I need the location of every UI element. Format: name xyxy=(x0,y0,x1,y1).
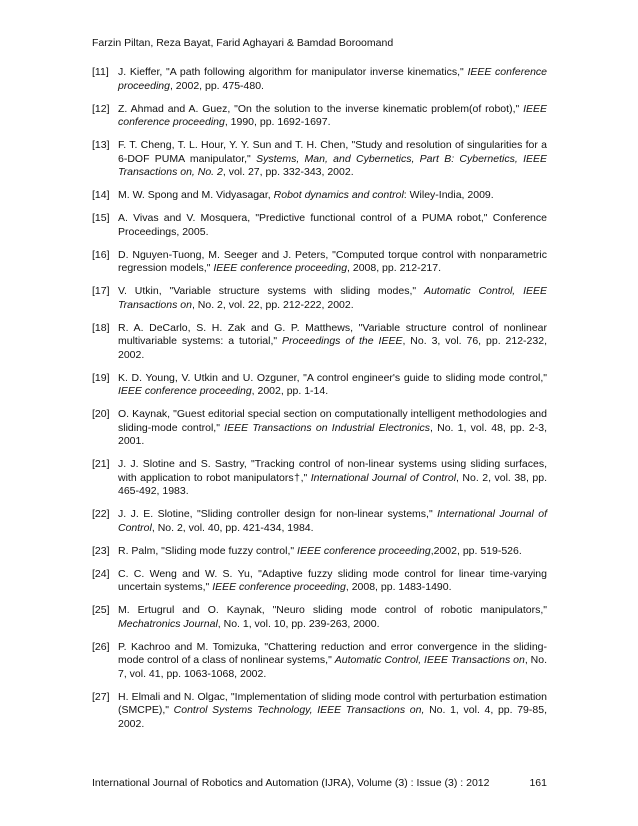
reference-number: [16] xyxy=(92,248,110,261)
reference-item xyxy=(92,545,547,559)
reference-venue: Mechatronics Journal xyxy=(118,617,218,630)
reference-item xyxy=(92,139,547,180)
reference-venue: Proceedings of the IEEE xyxy=(282,335,403,347)
reference-item xyxy=(92,458,547,499)
reference-text: M. Ertugrul and O. Kaynak, "Neuro sliding mode control of robotic manipulators," Mechatronics Journal, No. 1, vol. 10, pp. 239-263, 2000. xyxy=(118,604,547,630)
reference-text: O. Kaynak, "Guest editorial special section on computationally intelligent methodologies and sliding-mode control," IEEE Transactions on Industrial Electronics, No. 1, vol. 48, pp. 2-3, 2001. xyxy=(118,408,547,447)
running-header: Farzin Piltan, Reza Bayat, Farid Aghayari & Bamdad Boroomand xyxy=(92,37,394,49)
reference-number: [24] xyxy=(92,567,110,580)
reference-number: [13] xyxy=(92,139,110,151)
reference-venue: Automatic Control, IEEE Transactions on xyxy=(118,285,547,311)
reference-item xyxy=(92,604,547,631)
reference-venue: IEEE conference proceeding xyxy=(212,581,346,593)
reference-item xyxy=(92,103,547,130)
reference-venue: IEEE conference proceeding xyxy=(297,544,431,557)
reference-text: P. Kachroo and M. Tomizuka, "Chattering reduction and error convergence in the sliding-mode control of a class of nonlinear systems," Automatic Control, IEEE Transactions on, No. 7, vol. 41, pp. 1063-1068, 2002. xyxy=(118,640,547,680)
reference-venue: IEEE conference proceeding xyxy=(118,102,547,128)
reference-venue: IEEE Transactions on Industrial Electronics xyxy=(224,421,430,434)
page-number: 161 xyxy=(529,777,547,789)
reference-item xyxy=(92,322,547,363)
reference-number: [21] xyxy=(92,458,110,470)
reference-number: [19] xyxy=(92,371,110,384)
journal-citation: International Journal of Robotics and Automation (IJRA), Volume (3) : Issue (3) : 2012 xyxy=(92,777,490,789)
reference-text: R. A. DeCarlo, S. H. Zak and G. P. Matthews, "Variable structure control of nonlinear multivariable systems: a tutorial," Proceedings of the IEEE, No. 3, vol. 76, pp. 212-232, 2002. xyxy=(118,321,547,361)
reference-item xyxy=(92,66,547,93)
reference-text: J. Kieffer, "A path following algorithm for manipulator inverse kinematics," IEEE conference proceeding, 2002, pp. 475-480. xyxy=(118,66,548,92)
reference-number: [11] xyxy=(92,66,109,78)
reference-venue: Automatic Control, IEEE Transactions on xyxy=(334,654,525,666)
reference-venue: Robot dynamics and control xyxy=(273,189,404,201)
reference-number: [20] xyxy=(92,408,110,420)
reference-text: J. J. E. Slotine, "Sliding controller design for non-linear systems," International Journal of Control, No. 2, vol. 40, pp. 421-434, 1984. xyxy=(118,508,548,534)
reference-venue: International Journal of Control xyxy=(118,508,548,534)
reference-venue: Systems, Man, and Cybernetics, Part B: Cybernetics, IEEE Transactions on, No. 2 xyxy=(118,152,547,178)
reference-number: [22] xyxy=(92,508,110,520)
reference-text: R. Palm, "Sliding mode fuzzy control," IEEE conference proceeding,2002, pp. 519-526. xyxy=(118,544,522,557)
reference-item xyxy=(92,249,547,276)
reference-item xyxy=(92,641,547,682)
reference-number: [18] xyxy=(92,321,110,334)
reference-text: D. Nguyen-Tuong, M. Seeger and J. Peters, "Computed torque control with nonparametric regression models," IEEE conference proceeding, 2008, pp. 212-217. xyxy=(118,248,547,274)
reference-number: [17] xyxy=(92,285,110,297)
page-footer xyxy=(92,777,547,789)
reference-text: M. W. Spong and M. Vidyasagar, Robot dynamics and control: Wiley-India, 2009. xyxy=(118,189,494,201)
reference-text: H. Elmali and N. Olgac, "Implementation of sliding mode control with perturbation estimation (SMCPE)," Control Systems Technology, IEEE Transactions on, No. 1, vol. 4, pp. 79-85, 2002. xyxy=(118,690,547,730)
reference-venue: IEEE conference proceeding xyxy=(118,66,548,92)
reference-number: [23] xyxy=(92,544,110,557)
reference-venue: International Journal of Control xyxy=(310,471,457,484)
reference-number: [12] xyxy=(92,102,110,115)
reference-text: F. T. Cheng, T. L. Hour, Y. Y. Sun and T. H. Chen, "Study and resolution of singularities for a 6-DOF PUMA manipulator," Systems, Man, and Cybernetics, Part B: Cybernetics, IEEE Transactions on, No. 2, vol. 27, pp. 332-343, 2002. xyxy=(118,139,547,178)
reference-item xyxy=(92,691,547,732)
reference-item xyxy=(92,568,547,595)
reference-number: [14] xyxy=(92,189,110,201)
reference-list xyxy=(92,66,547,741)
reference-item xyxy=(92,508,547,535)
reference-text: Z. Ahmad and A. Guez, "On the solution to the inverse kinematic problem(of robot)," IEEE conference proceeding, 1990, pp. 1692-1697. xyxy=(118,102,547,128)
reference-item xyxy=(92,212,547,239)
reference-item xyxy=(92,189,547,203)
reference-number: [27] xyxy=(92,690,110,703)
reference-item xyxy=(92,372,547,399)
reference-number: [15] xyxy=(92,212,110,224)
reference-text: V. Utkin, "Variable structure systems with sliding modes," Automatic Control, IEEE Transactions on, No. 2, vol. 22, pp. 212-222, 2002. xyxy=(118,285,547,311)
reference-text: C. C. Weng and W. S. Yu, "Adaptive fuzzy sliding mode control for linear time-varying uncertain systems," IEEE conference proceeding, 2008, pp. 1483-1490. xyxy=(118,567,547,593)
reference-item xyxy=(92,408,547,449)
reference-number: [25] xyxy=(92,604,110,616)
reference-item xyxy=(92,285,547,312)
reference-text: A. Vivas and V. Mosquera, "Predictive functional control of a PUMA robot," Conference Proceedings, 2005. xyxy=(118,212,547,238)
reference-text: K. D. Young, V. Utkin and U. Ozguner, "A control engineer's guide to sliding mode control," IEEE conference proceeding, 2002, pp. 1-14. xyxy=(118,371,547,397)
reference-venue: Control Systems Technology, IEEE Transactions on, xyxy=(173,704,425,716)
reference-venue: IEEE conference proceeding xyxy=(213,262,348,274)
reference-venue: IEEE conference proceeding xyxy=(118,385,252,397)
reference-number: [26] xyxy=(92,640,110,653)
reference-text: J. J. Slotine and S. Sastry, "Tracking control of non-linear systems using sliding surfaces, with application to robot manipulators†," International Journal of Control, No. 2, vol. 38, pp. 465-492, 1983. xyxy=(118,458,548,497)
